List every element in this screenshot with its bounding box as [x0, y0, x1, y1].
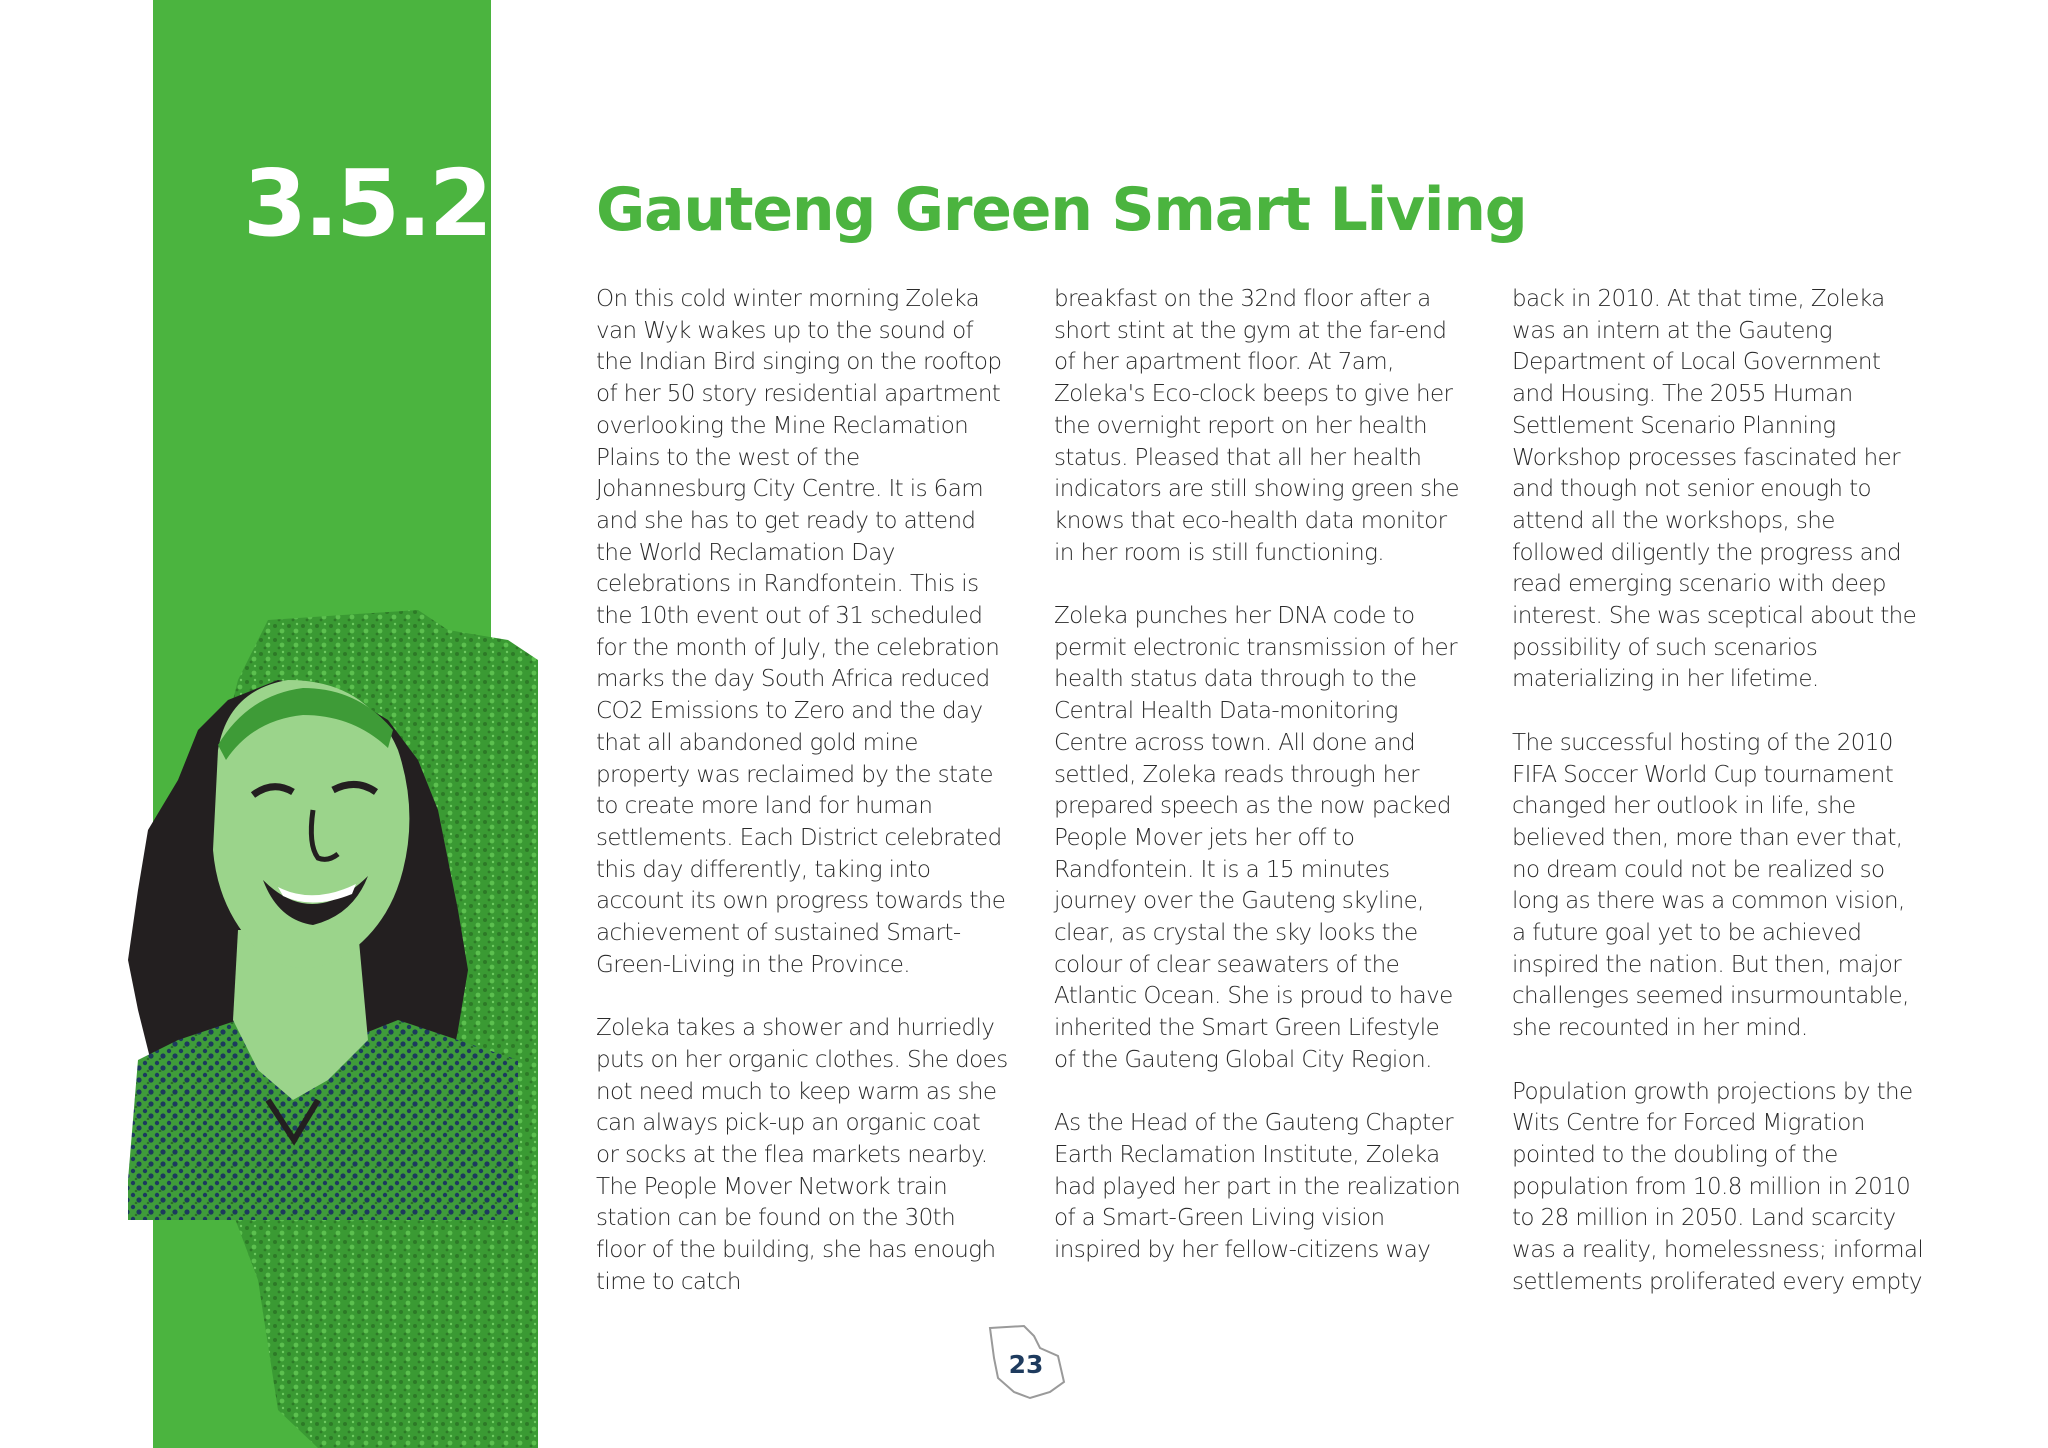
page-title: Gauteng Green Smart Living: [596, 175, 1527, 245]
paragraph: Zoleka takes a shower and hurriedly puts on her organic clothes. She does not need much to keep warm as she can always pick-up an organic coat or socks at the flea markets nearby. The People Mover Network train station can be found on the 30th floor of the building, she has enough time to catch: [596, 1015, 1008, 1295]
text-column-2: [1054, 284, 1466, 1298]
paragraph: The successful hosting of the 2010 FIFA Soccer World Cup tournament changed her outlook in life, she believed then, more than ever that, no dream could not be realized so long as there was a common vision, a future goal yet to be achieved inspired the nation. But then, major challenges seemed insurmountable, she recounted in her mind.: [1512, 729, 1909, 1042]
section-number: 3.5.2: [243, 150, 490, 257]
paragraph: As the Head of the Gauteng Chapter Earth Reclamation Institute, Zoleka had played her part in the realization of a Smart-Green Living vision inspired by her fellow-citizens way: [1054, 1110, 1461, 1264]
paragraph: breakfast on the 32nd floor after a short stint at the gym at the far-end of her apartment floor. At 7am, Zoleka's Eco-clock beeps to give her the overnight report on her health status. Pleased that all her health indicators are still showing green she knows that eco-health data monitor in her room is still functioning.: [1054, 286, 1459, 566]
paragraph: On this cold winter morning Zoleka van Wyk wakes up to the sound of the Indian Bird singing on the rooftop of her 50 story residential apartment overlooking the Mine Reclamation Plains to the west of the Johannesburg City Centre. It is 6am and she has to get ready to attend the World Reclamation Day celebrations in Randfontein. This is the 10th event out of 31 scheduled for the month of July, the celebration marks the day South Africa reduced CO2 Emissions to Zero and the day that all abandoned gold mine property was reclaimed by the state to create more land for human settlements. Each District celebrated this day differently, taking into account its own progress towards the achievement of sustained Smart-Green-Living in the Province.: [596, 286, 1006, 978]
text-column-1: [596, 284, 1008, 1330]
paragraph: Zoleka punches her DNA code to permit electronic transmission of her health status data through to the Central Health Data-monitoring Centre across town. All done and settled, Zoleka reads through her prepared speech as the now packed People Mover jets her off to Randfontein. It is a 15 minutes journey over the Gauteng skyline, clear, as crystal the sky looks the colour of clear seawaters of the Atlantic Ocean. She is proud to have inherited the Smart Green Lifestyle of the Gauteng Global City Region.: [1054, 603, 1457, 1073]
woman-portrait-illustration: [118, 580, 538, 1448]
page-number: 23: [1008, 1350, 1044, 1379]
text-column-3: [1512, 284, 1924, 1330]
paragraph: Population growth projections by the Wits Centre for Forced Migration pointed to the doubling of the population from 10.8 million in 2010 to 28 million in 2050. Land scarcity was a reality, homelessness; informal settlements proliferated every empty: [1512, 1078, 1924, 1295]
paragraph: back in 2010. At that time, Zoleka was an intern at the Gauteng Department of Local Government and Housing. The 2055 Human Settlement Scenario Planning Workshop processes fascinated her and though not senior enough to attend all the workshops, she followed diligently the progress and read emerging scenario with deep interest. She was sceptical about the possibility of such scenarios materializing in her lifetime.: [1512, 286, 1917, 693]
